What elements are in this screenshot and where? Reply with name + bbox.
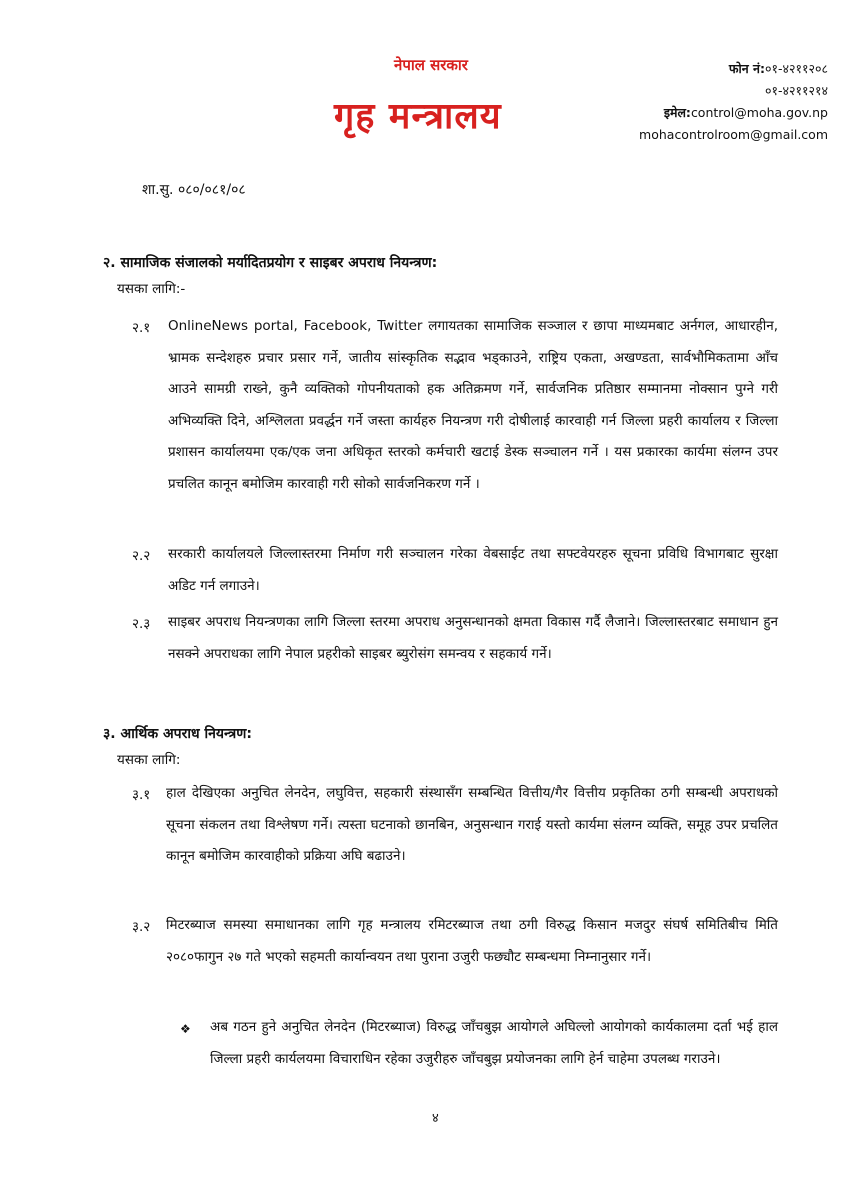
section-2-heading: २. सामाजिक संजालको मर्यादितप्रयोग र साइबर अपराध नियन्त्रण:: [103, 255, 438, 271]
section-3-heading: ३. आर्थिक अपराध नियन्त्रण:: [103, 726, 252, 742]
email-line-2: [639, 124, 828, 146]
email-address-1: control@moha.gov.np: [690, 105, 828, 120]
item-2-1-number: २.१: [132, 320, 151, 336]
ministry-title: गृह मन्त्रालय: [334, 96, 502, 137]
item-3-2-text: मिटरब्याज समस्या समाधानका लागि गृह मन्त्रालय रमिटरब्याज तथा ठगी विरुद्ध किसान मजदुर संघर्ष समितिबीच मिति २०८०फागुन २७ गते भएको सहमती कार्यान्वयन तथा पुराना उजुरी फछ्यौट सम्बन्धमा निम्नानुसार गर्ने।: [166, 917, 778, 965]
diamond-bullet-icon: ❖: [180, 1022, 191, 1036]
phone-number-1: ०१-४२११२०८: [764, 61, 828, 76]
reference-number: शा.सु. ०८०/०८१/०८: [142, 182, 246, 198]
item-3-1-text: हाल देखिएका अनुचित लेनदेन, लघुवित्त, सहकारी संस्थासँग सम्बन्धित वित्तीय/गैर वित्तीय प्रकृतिका ठगी सम्बन्धी अपराधको सूचना संकलन तथा विश्लेषण गर्ने। त्यस्ता घटनाको छानबिन, अनुसन्धान गराई यस्तो कार्यमा संलग्न व्यक्ति, समूह उपर प्रचलित कानून बमोजिम कारवाहीको प्रक्रिया अघि बढाउने।: [166, 785, 778, 864]
section-3-lead: यसका लागि:: [117, 752, 181, 768]
bullet-text: अब गठन हुने अनुचित लेनदेन (मिटरब्याज) विरुद्ध जाँचबुझ आयोगले अघिल्लो आयोगको कार्यकालमा दर्ता भई हाल जिल्ला प्रहरी कार्यलयमा विचाराधिन रहेका उजुरीहरु जाँचबुझ प्रयोजनका लागि हेर्न चाहेमा उपलब्ध गराउने।: [210, 1019, 778, 1067]
item-2-1-text: OnlineNews portal, Facebook, Twitter लगायतका सामाजिक सञ्जाल र छापा माध्यमबाट अर्नगल, आधारहीन, भ्रामक सन्देशहरु प्रचार प्रसार गर्ने, जातीय सांस्कृतिक सद्भाव भड्काउने, राष्ट्रिय एकता, अखण्डता, सार्वभौमिकतामा आँच आउने सामग्री राख्ने, कुनै व्यक्तिको गोपनीयताको हक अतिक्रमण गर्ने, सार्वजनिक प्रतिष्ठार सम्मानमा नोक्सान पुग्ने गरी अभिव्यक्ति दिने, अश्लिलता प्रवर्द्धन गर्ने जस्ता कार्यहरु नियन्त्रण गरी दोषीलाई कारवाही गर्न जिल्ला प्रहरी कार्यालय र जिल्ला प्रशासन कार्यालयमा एक/एक जना अधिकृत स्तरको कर्मचारी खटाई डेस्क सञ्चालन गर्ने । यस प्रकारका कार्यमा संलग्न उपर प्रचलित कानून बमोजिम कारवाही गरी सोको सार्वजनिकरण गर्ने ।: [168, 318, 778, 492]
item-2-2-number: २.२: [132, 548, 151, 564]
phone-line-1: [639, 58, 828, 80]
phone-number-2: ०१-४२११२१४: [764, 83, 828, 98]
item-2-3-number: २.३: [132, 616, 151, 632]
phone-line-2: [639, 80, 828, 102]
item-3-2-number: ३.२: [132, 919, 151, 935]
item-2-3-text: साइबर अपराध नियन्त्रणका लागि जिल्ला स्तरमा अपराध अनुसन्धानको क्षमता विकास गर्दै लैजाने। जिल्लास्तरबाट समाधान हुन नसक्ने अपराधका लागि नेपाल प्रहरीको साइबर ब्युरोसंग समन्वय र सहकार्य गर्ने।: [168, 614, 778, 662]
page-number: ४: [432, 1111, 439, 1126]
email-line-1: [639, 102, 828, 124]
government-name: नेपाल सरकार: [394, 56, 468, 74]
item-2-2-text: सरकारी कार्यालयले जिल्लास्तरमा निर्माण गरी सञ्चालन गरेका वेबसाईट तथा सफ्टवेयरहरु सूचना प्रविधि विभागबाट सुरक्षा अडिट गर्न लगाउने।: [168, 546, 778, 594]
contact-block: [639, 58, 828, 146]
item-3-1-number: ३.१: [132, 787, 151, 803]
email-label: इमेल:: [663, 105, 691, 120]
section-2-lead: यसका लागि:-: [117, 281, 186, 297]
phone-label: फोन नं:: [728, 61, 765, 76]
email-address-2: mohacontrolroom@gmail.com: [639, 127, 828, 142]
